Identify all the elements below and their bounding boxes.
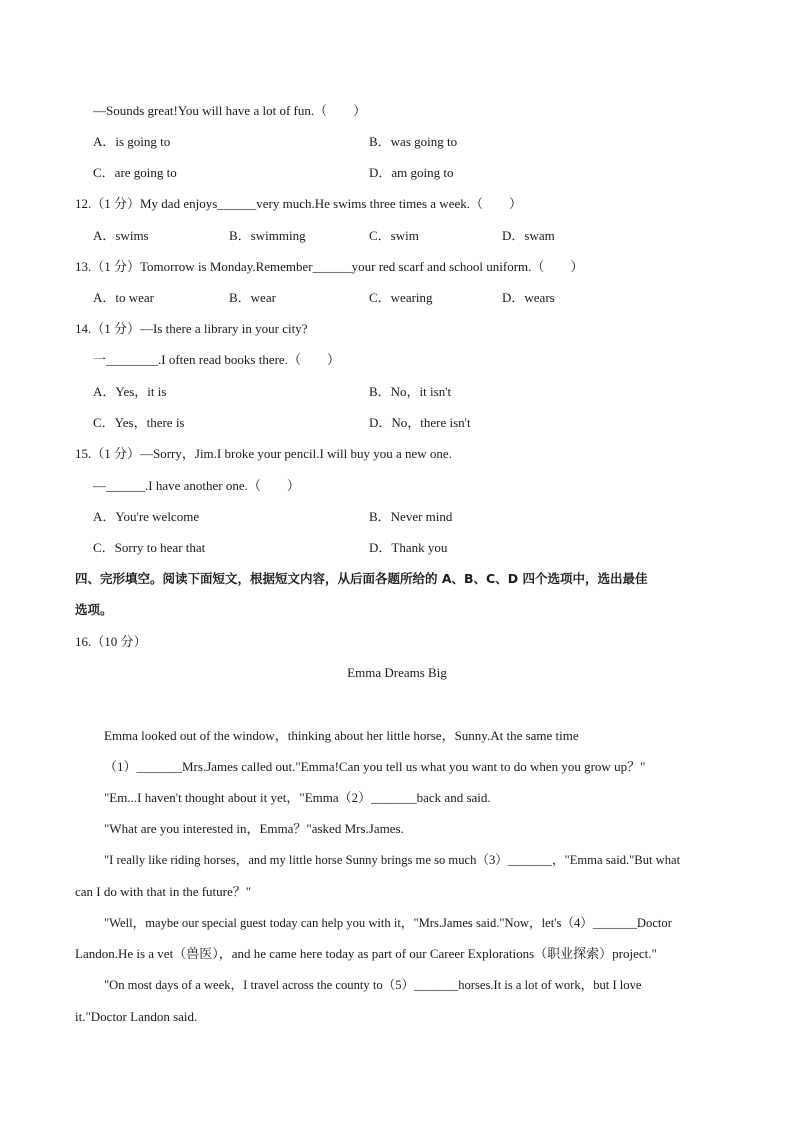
q15-option-c[interactable]: C．Sorry to hear that [93, 540, 206, 555]
q11-option-d[interactable]: D．am going to [369, 165, 454, 180]
passage-line: "On most days of a week，I travel across the county to（5）_______horses.It is a lot of work，but I love [104, 978, 642, 992]
q11-option-c[interactable]: C．are going to [93, 165, 177, 180]
q14-option-c[interactable]: C．Yes，there is [93, 415, 185, 430]
passage-line: can I do with that in the future？" [75, 884, 252, 899]
passage-line: "I really like riding horses，and my little horse Sunny brings me so much（3）_______，"Emma said."But what [104, 853, 681, 867]
passage-title: Emma Dreams Big [347, 665, 447, 680]
q14-stem: 14.（1 分）—Is there a library in your city? [75, 321, 308, 336]
q16-stem: 16.（10 分） [75, 634, 147, 649]
passage-line: Landon.He is a vet（兽医），and he came here today as part of our Career Explorations（职业探索）project." [75, 946, 657, 961]
q15-stem: 15.（1 分）—Sorry，Jim.I broke your pencil.I will buy you a new one. [75, 446, 452, 461]
q14-option-a[interactable]: A．Yes，it is [93, 384, 167, 399]
q15-option-a[interactable]: A．You're welcome [93, 509, 200, 524]
q11-option-a[interactable]: A．is going to [93, 134, 171, 149]
section-4-instructions: 四、完形填空。阅读下面短文，根据短文内容，从后面各题所给的 A、B、C、D 四个选项中，选出最佳 [75, 571, 648, 586]
passage-line: （1）_______Mrs.James called out."Emma!Can you tell us what you want to do when you grow up？" [104, 759, 646, 774]
q15-option-b[interactable]: B．Never mind [369, 509, 453, 524]
q11-option-b[interactable]: B．was going to [369, 134, 458, 149]
q11-stem-continuation: —Sounds great!You will have a lot of fun.（ ） [93, 103, 367, 118]
q13-option-a[interactable]: A．to wear [93, 290, 155, 305]
q14-option-b[interactable]: B．No，it isn't [369, 384, 452, 399]
q15-stem-reply: —______.I have another one.（ ） [93, 478, 300, 493]
q13-option-c[interactable]: C．wearing [369, 290, 433, 305]
q13-stem: 13.（1 分）Tomorrow is Monday.Remember______your red scarf and school uniform.（ ） [75, 259, 584, 274]
passage-line: Emma looked out of the window，thinking about her little horse，Sunny.At the same time [104, 728, 579, 743]
passage-line: it."Doctor Landon said. [75, 1009, 198, 1024]
q14-stem-reply: 一________.I often read books there.（ ） [93, 352, 340, 367]
q12-option-c[interactable]: C．swim [369, 228, 419, 243]
q12-option-b[interactable]: B．swimming [229, 228, 306, 243]
q14-option-d[interactable]: D．No，there isn't [369, 415, 471, 430]
q13-option-d[interactable]: D．wears [502, 290, 555, 305]
q15-option-d[interactable]: D．Thank you [369, 540, 448, 555]
q13-option-b[interactable]: B．wear [229, 290, 276, 305]
q12-option-a[interactable]: A．swims [93, 228, 149, 243]
passage-line: "What are you interested in，Emma？"asked Mrs.James. [104, 821, 404, 836]
passage-line: "Well，maybe our special guest today can help you with it，"Mrs.James said."Now，let's（4）_______Doctor [104, 916, 672, 930]
passage-line: "Em...I haven't thought about it yet，"Emma（2）_______back and said. [104, 790, 491, 805]
q12-stem: 12.（1 分）My dad enjoys______very much.He swims three times a week.（ ） [75, 196, 522, 211]
section-4-instructions-cont: 选项。 [75, 602, 113, 617]
q12-option-d[interactable]: D．swam [502, 228, 555, 243]
